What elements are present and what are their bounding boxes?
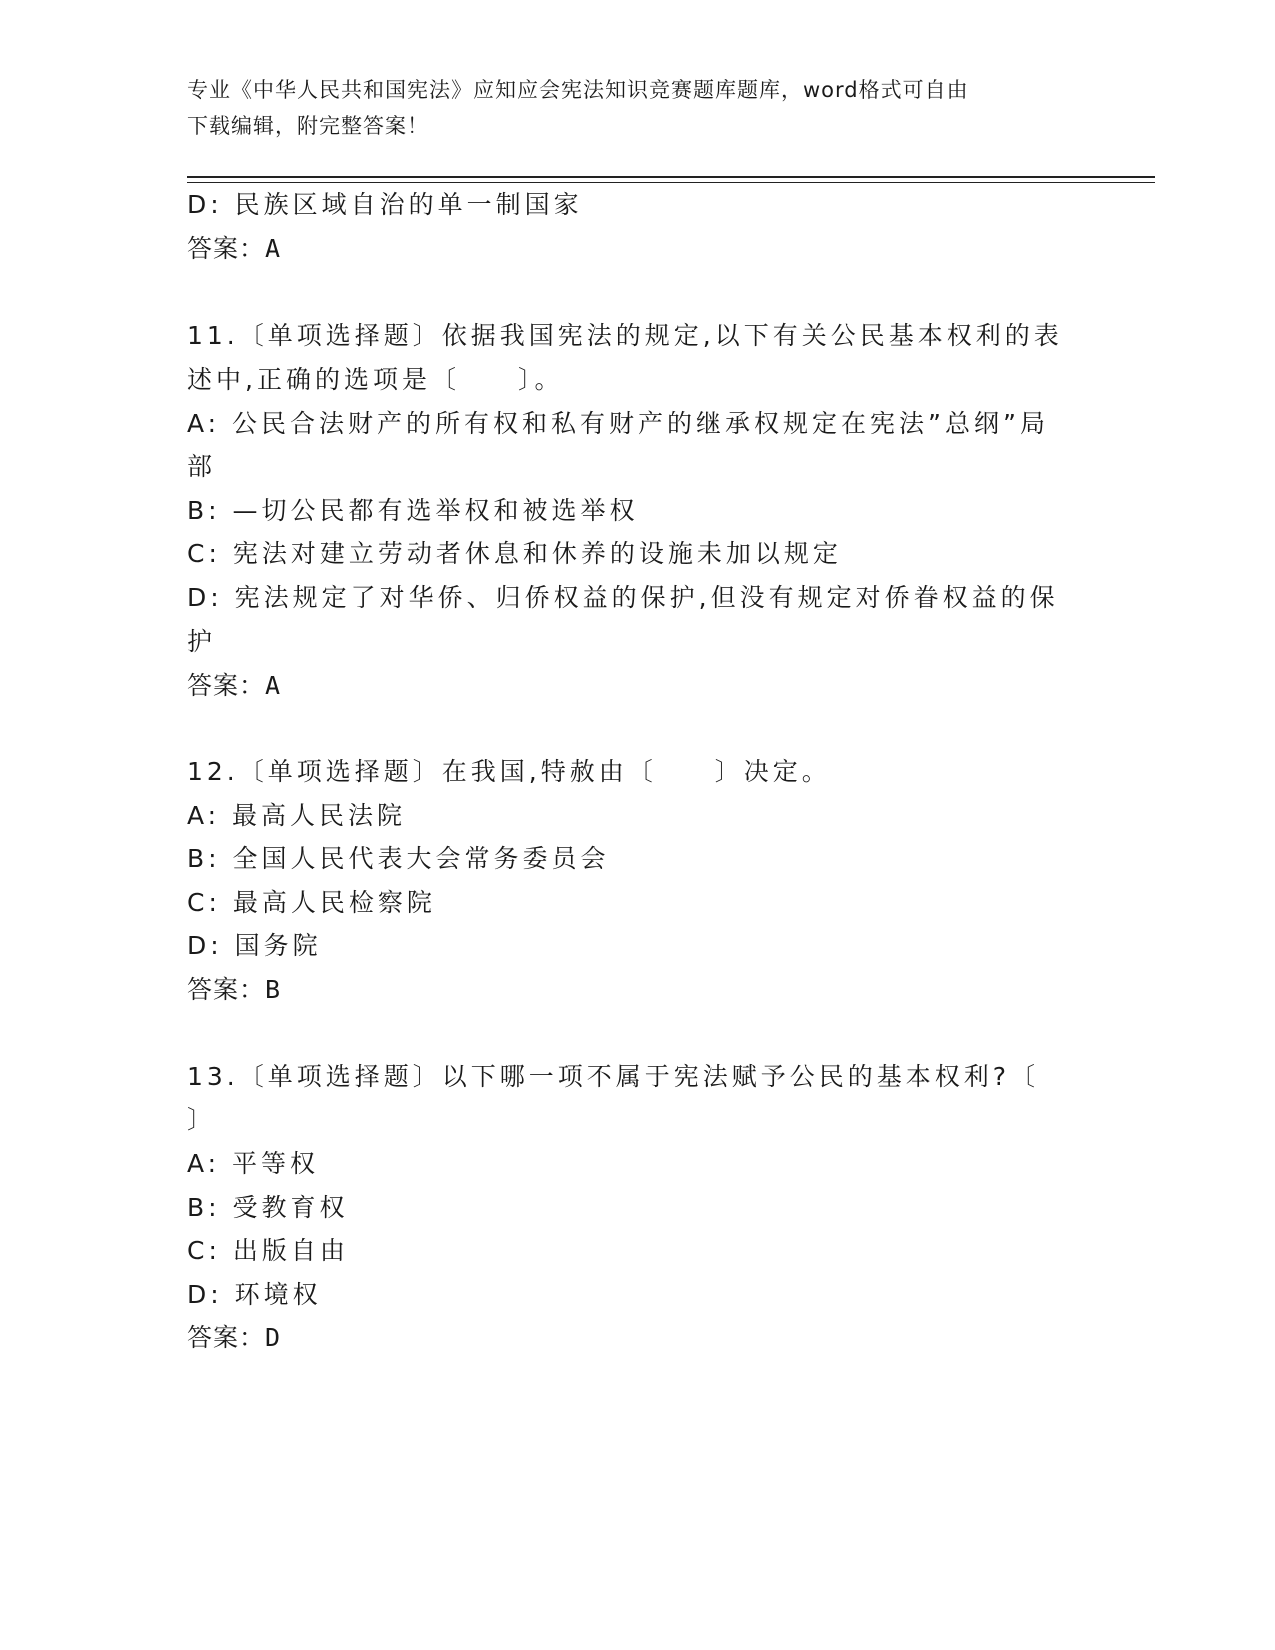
prev-option-d: D: 民族区域自治的单一制国家 (187, 190, 583, 219)
q12-option-a: A: 最高人民法院 (187, 801, 407, 830)
q11-option-b: B: —切公民都有选举权和被选举权 (187, 496, 639, 525)
header-divider-thick (187, 176, 1155, 178)
q13-stem-line2: 〕 (187, 1105, 217, 1134)
q11-option-d-line2: 护 (187, 627, 217, 656)
q11-option-a-line2: 部 (187, 452, 217, 481)
answer-label: 答案： (187, 671, 266, 700)
header-divider-thin (187, 182, 1155, 183)
answer-value: D (265, 1323, 282, 1352)
q13-option-c: C: 出版自由 (187, 1236, 349, 1265)
q12-option-c: C: 最高人民检察院 (187, 888, 436, 917)
q13-stem-line1: 13.〔单项选择题〕以下哪一项不属于宪法赋予公民的基本权利?〔 (187, 1062, 1040, 1091)
q13-option-a: A: 平等权 (187, 1149, 320, 1178)
q12-stem: 12.〔单项选择题〕在我国,特赦由〔 〕决定。 (187, 757, 831, 786)
q13-option-d: D: 环境权 (187, 1280, 322, 1309)
answer-label: 答案： (187, 234, 266, 263)
document-header (187, 72, 1067, 144)
header-title-line2: 下载编辑，附完整答案！ (187, 114, 429, 138)
answer-label: 答案： (187, 975, 266, 1004)
q12-option-b: B: 全国人民代表大会常务委员会 (187, 844, 610, 873)
q11-stem-line1: 11.〔单项选择题〕依据我国宪法的规定,以下有关公民基本权利的表 (187, 321, 1063, 350)
q12-option-d: D: 国务院 (187, 931, 322, 960)
header-title-line1: 专业《中华人民共和国宪法》应知应会宪法知识竞赛题库题库，word格式可自由 (187, 78, 969, 102)
q11-answer (187, 666, 281, 702)
answer-value: A (265, 671, 282, 700)
q13-option-b: B: 受教育权 (187, 1193, 349, 1222)
q11-option-a-line1: A: 公民合法财产的所有权和私有财产的继承权规定在宪法”总纲”局 (187, 409, 1049, 438)
answer-value: A (265, 234, 282, 263)
q12-answer (187, 970, 281, 1006)
q13-answer (187, 1318, 281, 1354)
q11-option-c: C: 宪法对建立劳动者休息和休养的设施未加以规定 (187, 539, 842, 568)
q11-option-d-line1: D: 宪法规定了对华侨、归侨权益的保护,但没有规定对侨眷权益的保 (187, 583, 1059, 612)
q11-stem-line2: 述中,正确的选项是〔 〕。 (187, 365, 564, 394)
answer-label: 答案： (187, 1323, 266, 1352)
prev-answer (187, 229, 281, 265)
answer-value: B (265, 975, 282, 1004)
